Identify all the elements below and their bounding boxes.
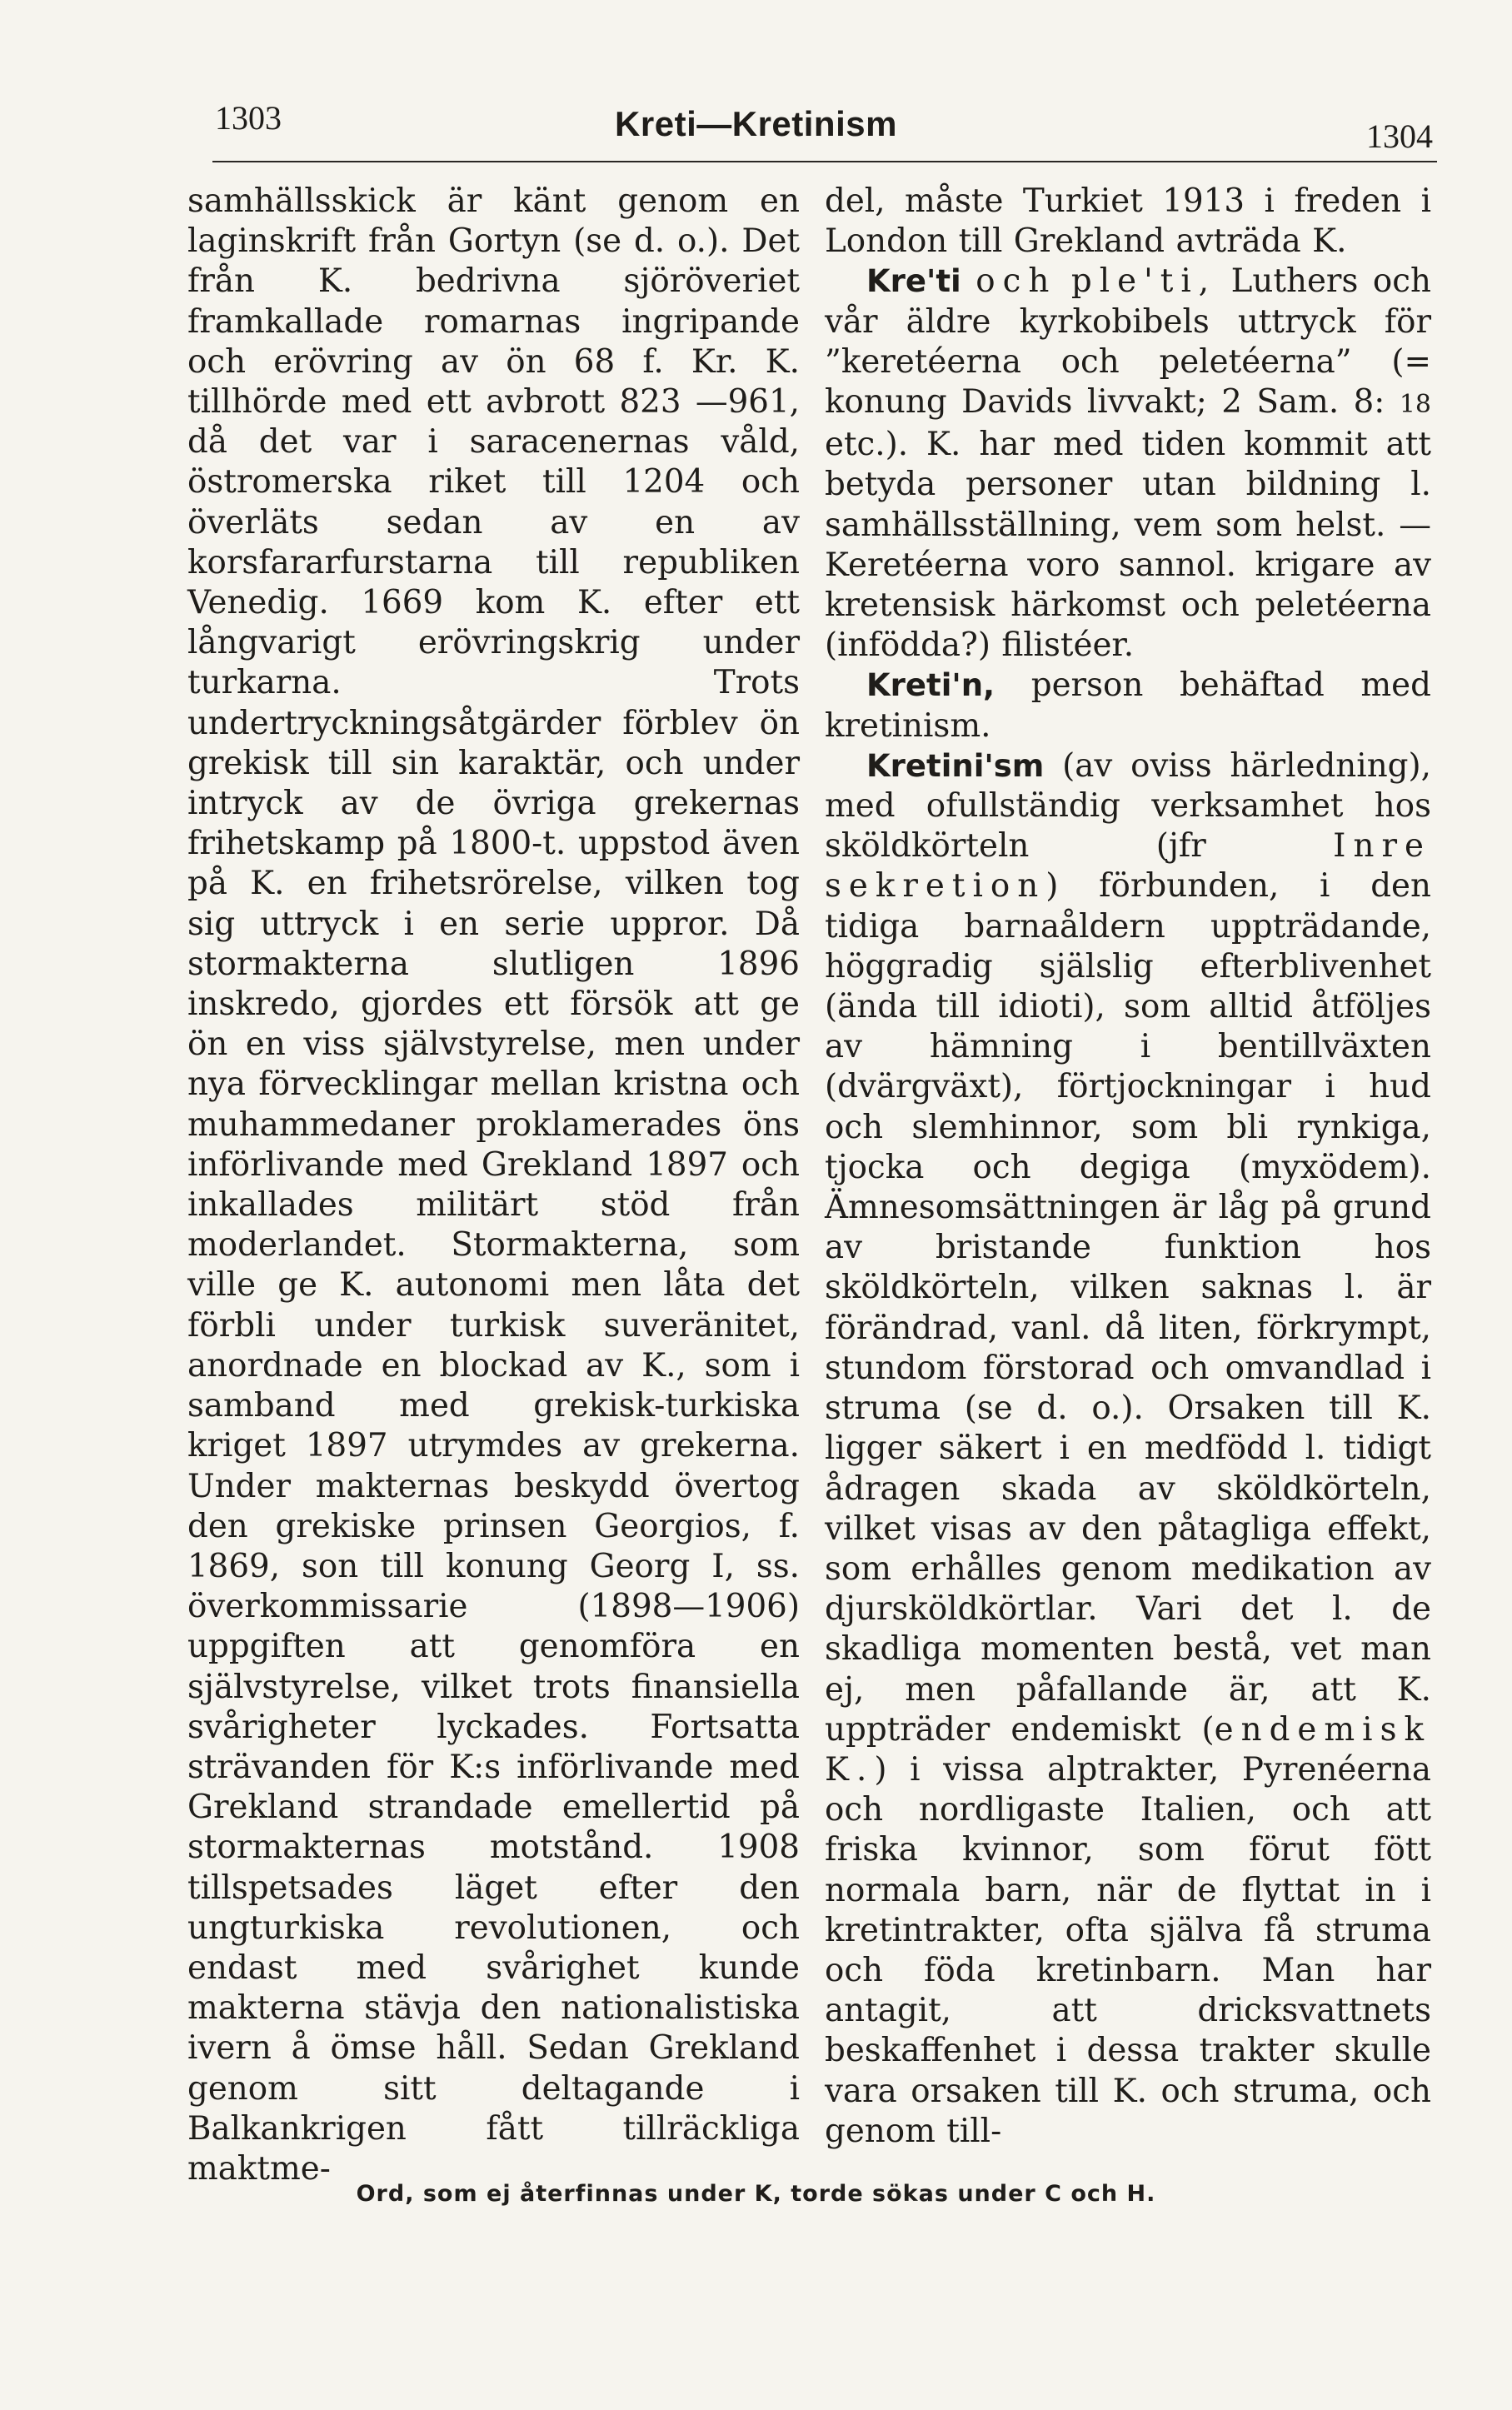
cross-reference: Inre sekretion xyxy=(825,827,1431,906)
entry-text: etc.). K. har med tiden kommit att betyda personer utan bildning l. samhällsställning, vem som helst. — Keretéerna voro sannol. krigare av kretensisk härkomst och peletéerna (infödda?) filistéer. xyxy=(825,426,1431,665)
right-column xyxy=(825,182,1431,2152)
entry-text: ) i vissa alptrakter, Pyrenéerna och nordligaste Italien, och att friska kvinnor, som förut fött normala barn, när de flyttat in i kretintrakter, ofta själva få struma och föda kretinbarn. Man har antagit, att dricksvattnets beskaffenhet i dessa trakter skulle vara orsaken till K. och struma, och genom till- xyxy=(825,1750,1431,2150)
running-head-title: Kreti—Kretinism xyxy=(615,104,897,143)
entry-kretinism xyxy=(825,746,1431,2152)
page-number-left: 1303 xyxy=(215,99,282,137)
left-column-text: samhällsskick är känt genom en laginskrift från Gortyn (se d. o.). Det från K. bedrivna sjöröveriet framkallade romarnas ingripande och erövring av ön 68 f. Kr. K. tillhörde med ett avbrott 823 —961, då det var i saracenernas våld, östromerska riket till 1204 och överläts sedan av en av korsfararfurstarna till republiken Venedig. 1669 kom K. efter ett långvarigt erövringskrig under turkarna. Trots undertryckningsåtgärder förblev ön grekisk till sin karaktär, och under intryck av de övriga grekernas frihetskamp på 1800-t. uppstod även på K. en frihetsrörelse, vilken tog sig uttryck i en serie uppror. Då stormakterna slutligen 1896 inskredo, gjordes ett försök att ge ön en viss självstyrelse, men under nya förvecklingar mellan kristna och muhammedaner proklamerades öns införlivande med Grekland 1897 och inkallades militärt stöd från moderlandet. Stormakterna, som ville ge K. autonomi men låta det förbli under turkisk suveränitet, anordnade en blockad av K., som i samband med grekisk-turkiska kriget 1897 utrymdes av grekerna. Under makternas beskydd övertog den grekiske prinsen Georgios, f. 1869, son till konung Georg I, ss. överkommissarie (1898—1906) uppgiften att genomföra en självstyrelse, vilket trots finansiella svårigheter lyckades. Fortsatta strävanden för K:s införlivande med Grekland strandade emellertid på stormakternas motstånd. 1908 tillspetsades läget efter den ungturkiska revolutionen, och endast med svårighet kunde makterna stävja den nationalistiska ivern å ömse håll. Sedan Grekland genom sitt deltagande i Balkankrigen fått tillräckliga maktme- xyxy=(187,182,800,2188)
entry-text: person behäftad med kretinism. xyxy=(825,666,1431,745)
page-number-right: 1304 xyxy=(1366,117,1433,155)
entry-text: (av oviss härledning), med ofullständig verksamhet hos sköldkörteln (jfr xyxy=(825,746,1431,866)
continuation-text: del, måste Turkiet 1913 i freden i London till Grekland avträda K. xyxy=(825,182,1431,261)
entry-kreti-och-pleti xyxy=(825,262,1431,666)
verse-number: 18 xyxy=(1399,390,1431,420)
headword-connector: och xyxy=(976,262,1057,301)
footer-note: Ord, som ej återfinnas under K, torde sökas under C och H. xyxy=(356,2181,1156,2207)
headword-kreti: Kre'ti xyxy=(866,263,961,300)
entry-text: Luthers och vår äldre kyrkobibels uttryck för ”keretéerna och peletéerna” (= konung Davids livvakt; 2 Sam. 8: xyxy=(825,262,1431,422)
left-column xyxy=(187,182,800,2189)
headword-kretin: Kreti'n, xyxy=(866,667,996,704)
entry-kretin xyxy=(825,666,1431,746)
entry-text: ) förbunden, i den tidiga barnaåldern uppträdande, höggradig själslig efterblivenhet (ända till idioti), som alltid åtföljes av hämning i bentillväxten (dvärgväxt), förtjockningar i hud och slemhinnor, som bli rynkiga, tjocka och degiga (myxödem). Ämnesomsättningen är låg på grund av bristande funktion hos sköldkörteln, vilken saknas l. är förändrad, vanl. då liten, förkrympt, stundom förstorad och omvandlad i struma (se d. o.). Orsaken till K. ligger säkert i en medfödd l. tidigt ådragen skada av sköldkörteln, vilket visas av den påtagliga effekt, som erhålles genom medikation av djursköldkörtlar. Vari det l. de skadliga momenten bestå, vet man ej, men påfallande är, att K. uppträder endemiskt ( xyxy=(825,867,1431,1749)
headword-pleti: ple'ti, xyxy=(1070,262,1217,301)
cross-reference: endemisk K. xyxy=(825,1710,1431,1789)
header-rule xyxy=(212,161,1437,162)
headword-kretinism: Kretini'sm xyxy=(866,747,1045,784)
